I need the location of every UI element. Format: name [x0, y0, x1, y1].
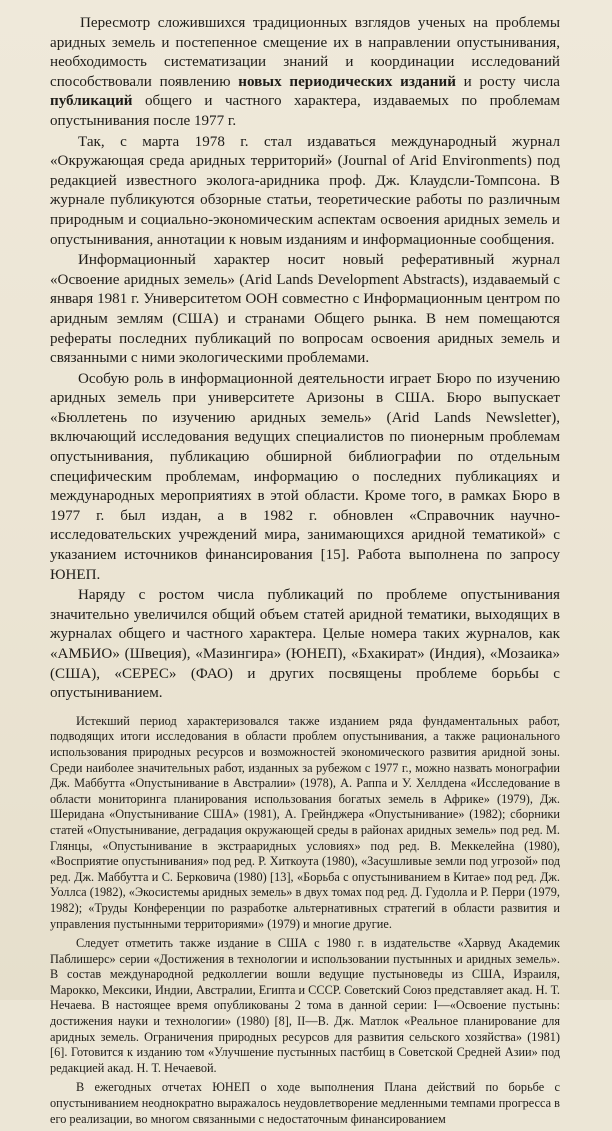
paragraph-abstracts: Информационный характер носит новый реферативный журнал «Освоение аридных земель» (Arid Lands Development Abstracts), издаваемый с января 1981 г. Университетом ООН совместно с Информационным центром по аридным землям (США) и странами Общего рынка. В нем помещаются рефераты последних публикаций по вопросам освоения аридных земель и связанными с ними экологическими проблемами.: [50, 252, 560, 367]
paragraph-bureau: Особую роль в информационной деятельности играет Бюро по изучению аридных земель при университете Аризоны в США. Бюро выпускает «Бюллетень по изучению аридных земель» (Arid Lands Newsletter), включающий исследования ведущих специалистов по пионерным проблемам опустынивания, публикацию обширной библиографии по отдельным специфическим проблемам, информацию о последних публикациях и международных мероприятиях в этой области. Кроме того, в рамках Бюро в 1977 г. был издан, а в 1982 г. обновлен «Справочник научно-исследовательских учреждений мира, занимающихся аридной тематикой» с указанием источников финансирования [15]. Работа выполнена по запросу ЮНЕП.: [50, 370, 560, 583]
paragraph-intro-bold-1: новых периодических изданий: [238, 73, 456, 90]
paragraph-publications: Наряду с ростом числа публикаций по проблеме опустынивания значительно увеличился общий объем статей аридной тематики, выходящих в журналах общего и частного характера. Целые номера таких журналов, как «АМБИО» (Швеция), «Мазингира» (ЮНЕП), «Бхакират» (Индия), «Мозаика» (США), «СЕРЕС» (ФАО) и других посвящены проблеме борьбы с опустыниванием.: [50, 587, 560, 702]
paragraph-journal: Так, с марта 1978 г. стал издаваться международный журнал «Окружающая среда аридных территорий» (Journal of Arid Environments) под редакцией известного эколога-аридника проф. Дж. Клаудсли-Томпсона. В журнале публикуются обзорные статьи, теоретические работы по различным природным и социально-экономическим аспектам освоения аридных земель и опустынивания, аннотации к новым изданиям и информационные сообщения.: [50, 133, 560, 248]
paragraph-intro-text-1: Пересмотр сложившихся традиционных взглядов ученых на проблемы аридных земель и постепенное смещение их в направлении опустынивания, необходимость систематизации знаний и координации исследований способствовали появлению: [50, 15, 560, 90]
small-paragraph-monographs: Истекший период характеризовался также изданием ряда фундаментальных работ, подводящих итоги исследования в области проблем опустынивания, а также рационального использования природных ресурсов и возможностей экономического развития аридной зоны. Среди наиболее значительных работ, изданных за рубежом с 1977 г., можно назвать монографии Дж. Маббутта «Опустынивание в Австралии» (1978), А. Раппа и У. Хеллдена «Исследование в области мониторинга планирования использования богатых земель в Африке» (1979), Дж. Шеридана «Опустынивание США» (1981), А. Грейнджера «Опустынивание» (1982); сборники статей «Опустынивание, деградация окружающей среды в районах аридных земель» под ред. М. Глянцы, «Опустынивание в экстрааридных условиях» под ред. В. Меккелейна (1980), «Восприятие опустынивания» под ред. Р. Хиткоута (1980), «Засушливые земли под угрозой» под ред. Дж. Маббутта и С. Берковича (1980) [13], «Борьба с опустыниванием в Китае» под ред. Дж. Уоллса (1982), «Экосистемы аридных земель» в двух томах под ред. Д. Гудолла и Р. Перри (1979, 1982); «Труды Конференции по разработке альтернативных стратегий в области развития и управления пустынными территориями» (1979) и многие другие.: [50, 713, 560, 931]
small-paragraph-unep: В ежегодных отчетах ЮНЕП о ходе выполнения Плана действий по борьбе с опустыниванием неоднократно выражалось неудовлетворение медленными темпами прогресса в его реализации, во многом связанными с недостаточным финансированием: [50, 1080, 560, 1126]
paragraph-intro-bold-2: публикаций: [50, 93, 133, 110]
paragraph-intro-text-2: и росту числа: [455, 73, 561, 90]
small-paragraph-series: Следует отметить также издание в США с 1980 г. в издательстве «Харвуд Академик Паблишерс» серии «Достижения в технологии и использовании пустынных и аридных земель». В состав международной редколлегии вошли ведущие пустыноведы из США, Израиля, Марокко, Мексики, Индии, Австралии, Египта и СССР. Советский Союз представляет акад. Н. Т. Нечаева. В настоящее время опубликованы 2 тома в данной серии: I—«Освоение пустынь: достижения науки и технологии» (1980) [8], II—В. Дж. Матлок «Реальное планирование для аридных земель. Ограничения природных ресурсов для развития сельского хозяйства» (1981) [6]. Готовится к изданию том «Улучшение пустынных пастбищ в Советской Средней Азии» под редакцией акад. Н. Т. Нечаевой.: [50, 936, 560, 1075]
page-content: [50, 14, 560, 1131]
paragraph-intro: [50, 14, 560, 132]
paragraph-intro-text-3: общего и частного характера, издаваемых по проблемам опустынивания после 1977 г.: [50, 93, 560, 129]
main-text-block: [50, 14, 560, 704]
small-print-block: [50, 714, 560, 1127]
